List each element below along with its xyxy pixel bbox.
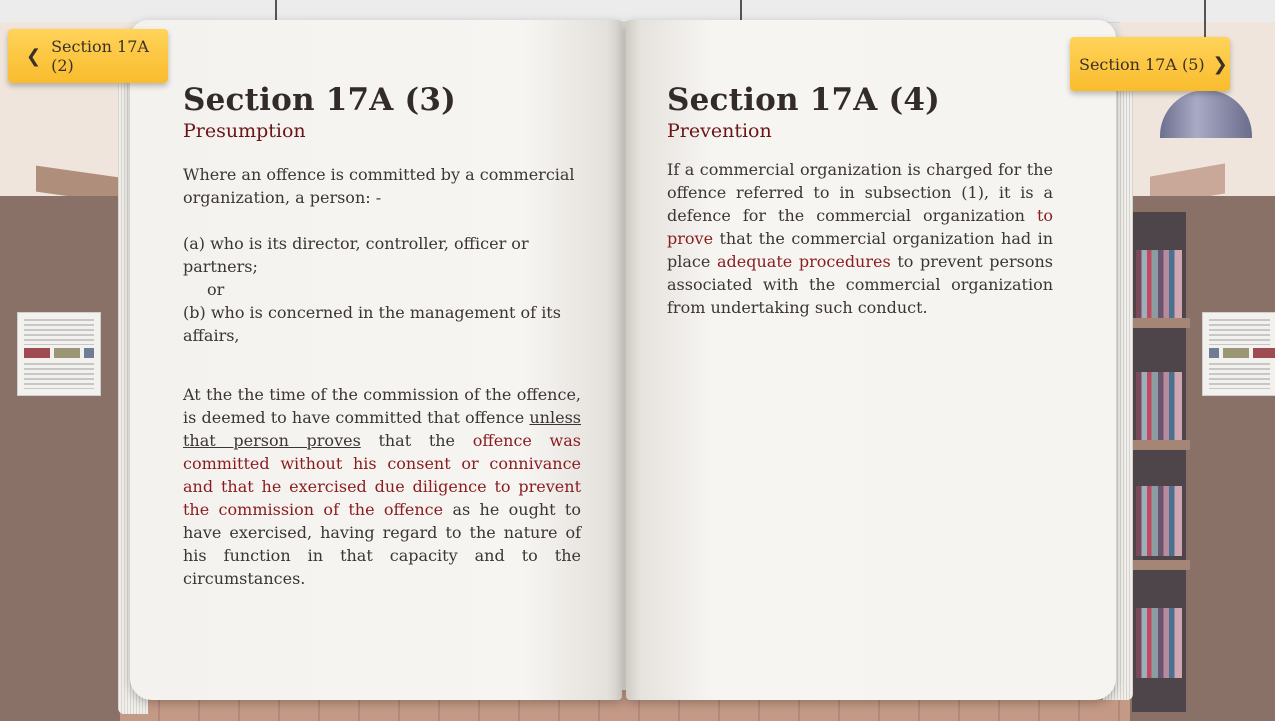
left-page-subtitle: Presumption [183, 120, 306, 142]
wall-poster-right [1202, 312, 1275, 396]
shelf-board [1130, 318, 1190, 328]
left-page-content [183, 82, 581, 590]
para-end: as he ought to have exercised, having regard to the nature of his function in that capacity and to the circumstances. [183, 500, 581, 588]
item-b-text: (b) who is concerned in the management of its affairs, [183, 303, 561, 345]
para-start: If a commercial organization is charged for the offence referred to in subsection (1), it is a defence for the commercial organization [667, 160, 1053, 225]
right-page [626, 20, 1116, 700]
item-a-text: (a) who is its director, controller, officer or partners; [183, 234, 529, 276]
shelf-board [1130, 440, 1190, 450]
next-section-button[interactable] [1070, 37, 1230, 91]
wall-poster-left [17, 312, 101, 396]
intro-text: Where an offence is committed by a commercial organization, a person: - [183, 165, 575, 207]
unless-person-proves-text: unless that person proves [183, 408, 581, 450]
para-mid: that the [360, 431, 473, 450]
prev-section-button[interactable] [8, 29, 168, 83]
left-page-title: Section 17A (3) [183, 82, 456, 118]
presumption-paragraph [183, 383, 581, 590]
left-bookshelf [0, 196, 122, 721]
shelf-board [1130, 560, 1190, 570]
or-text: or [207, 280, 225, 299]
right-page-subtitle: Prevention [667, 120, 772, 142]
books-row [1136, 486, 1182, 556]
ceiling-cable [740, 0, 742, 22]
chevron-left-icon: ❮ [26, 45, 42, 67]
next-section-label: Section 17A (5) [1079, 54, 1205, 74]
left-page [130, 20, 622, 700]
chevron-right-icon: ❯ [1212, 53, 1228, 75]
right-page-title: Section 17A (4) [667, 82, 940, 118]
right-page-content [667, 82, 1053, 319]
open-book [118, 20, 1136, 704]
highlight-adequate-procedures: adequate procedures [716, 252, 891, 271]
books-row [1136, 608, 1182, 678]
ceiling-cable [275, 0, 277, 22]
prevention-paragraph [667, 158, 1053, 319]
para-end: to prevent persons associated with the commercial organization from undertaking such conduct. [667, 252, 1054, 317]
prev-section-label: Section 17A (2) [51, 37, 149, 75]
highlight-to-prove: to prove [667, 206, 1053, 248]
books-row [1136, 372, 1182, 442]
para-start: At the the time of the commission of the offence, is deemed to have committed that offence [183, 385, 581, 427]
highlighted-text: offence was committed without his consent or connivance and that he exercised due diligence to prevent the commission of the offence [183, 431, 581, 519]
books-row [1136, 250, 1182, 320]
para-mid: that the commercial organization had in place [667, 229, 1053, 271]
